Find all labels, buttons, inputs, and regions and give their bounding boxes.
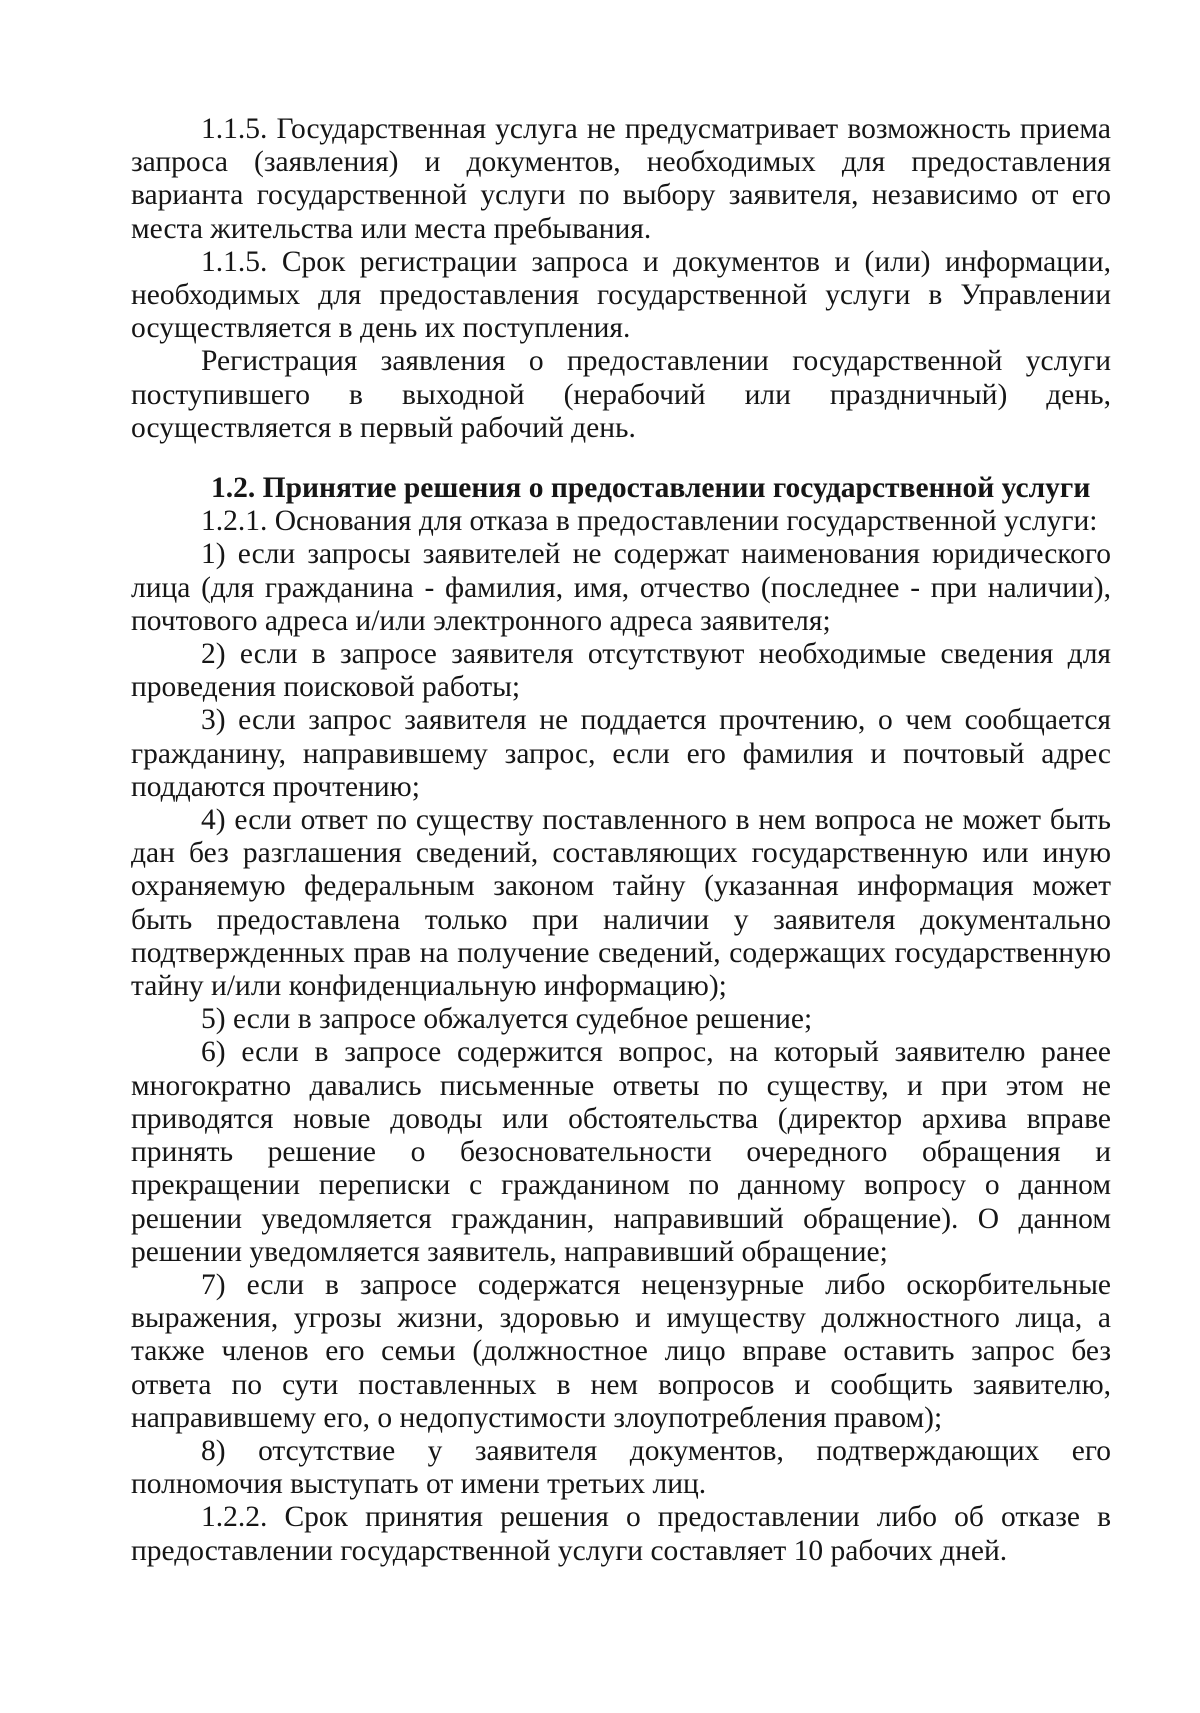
document-body <box>131 113 1111 1568</box>
list-item-3: 3) если запрос заявителя не поддается прочтению, о чем сообщается гражданину, направившему запрос, если его фамилия и почтовый адрес поддаются прочтению; <box>131 704 1111 803</box>
paragraph-weekend-registration: Регистрация заявления о предоставлении государственной услуги поступившего в выходной (нерабочий или праздничный) день, осуществляется в первый рабочий день. <box>131 345 1111 444</box>
section-heading-1-2: 1.2. Принятие решения о предоставлении государственной услуги <box>211 472 1091 505</box>
list-item-6: 6) если в запросе содержится вопрос, на который заявителю ранее многократно давались письменные ответы по существу, и при этом не приводятся новые доводы или обстоятельства (директор архива вправе принять решение о безосновательности очередного обращения и прекращении переписки с гражданином по данному вопросу о данном решении уведомляется гражданин, направивший обращение). О данном решении уведомляется заявитель, направивший обращение; <box>131 1036 1111 1268</box>
list-item-4: 4) если ответ по существу поставленного в нем вопроса не может быть дан без разглашения сведений, составляющих государственную или иную охраняемую федеральным законом тайну (указанная информация может быть предоставлена только при наличии у заявителя документально подтвержденных прав на получение сведений, содержащих государственную тайну и/или конфиденциальную информацию); <box>131 804 1111 1003</box>
paragraph-1-2-1-refusal-grounds: 1.2.1. Основания для отказа в предоставлении государственной услуги: <box>201 505 1098 538</box>
paragraph-1-2-2-decision-term: 1.2.2. Срок принятия решения о предоставлении либо об отказе в предоставлении государственной услуги составляет 10 рабочих дней. <box>131 1501 1111 1567</box>
list-item-1: 1) если запросы заявителей не содержат наименования юридического лица (для гражданина - фамилия, имя, отчество (последнее - при наличии), почтового адреса и/или электронного адреса заявителя; <box>131 538 1111 637</box>
list-item-2: 2) если в запросе заявителя отсутствуют необходимые сведения для проведения поисковой работы; <box>131 638 1111 704</box>
list-item-7: 7) если в запросе содержатся нецензурные либо оскорбительные выражения, угрозы жизни, здоровью и имуществу должностного лица, а также членов его семьи (должностное лицо вправе оставить запрос без ответа по сути поставленных в нем вопросов и сообщить заявителю, направившему его, о недопустимости злоупотребления правом); <box>131 1268 1111 1434</box>
paragraph-1-1-5-no-extraterritorial: 1.1.5. Государственная услуга не предусматривает возможность приема запроса (заявления) и документов, необходимых для предоставления варианта государственной услуги по выбору заявителя, независимо от его места жительства или места пребывания. <box>131 113 1111 245</box>
paragraph-1-1-5-registration-term: 1.1.5. Срок регистрации запроса и документов и (или) информации, необходимых для предоставления государственной услуги в Управлении осуществляется в день их поступления. <box>131 245 1111 345</box>
list-item-5: 5) если в запросе обжалуется судебное решение; <box>201 1003 813 1036</box>
list-item-8: 8) отсутствие у заявителя документов, подтверждающих его полномочия выступать от имени третьих лиц. <box>131 1434 1111 1501</box>
